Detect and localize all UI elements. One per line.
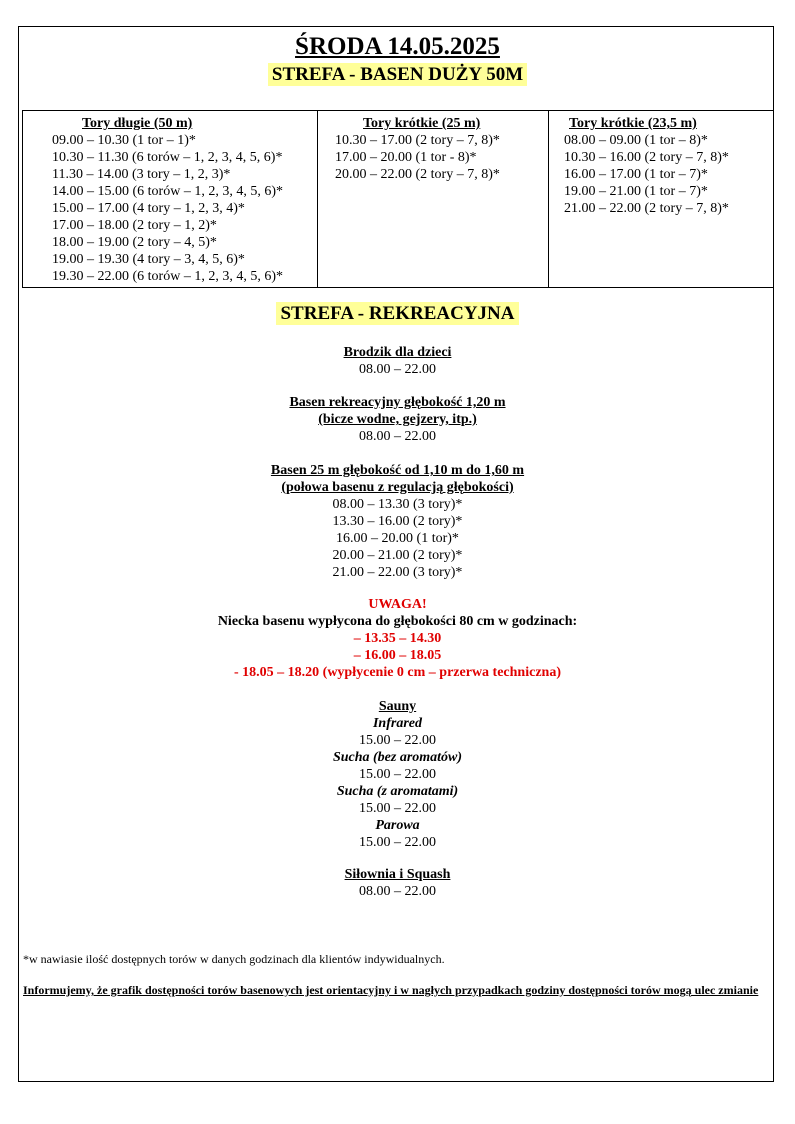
lanes-table bbox=[22, 110, 774, 288]
gym-section bbox=[0, 866, 795, 900]
kids-pool-hours: 08.00 – 22.00 bbox=[359, 362, 436, 377]
gym-title: Siłownia i Squash bbox=[344, 867, 451, 882]
lane-item: 08.00 – 09.00 (1 tor – 8)* bbox=[564, 133, 708, 148]
saunas-section bbox=[0, 698, 795, 851]
lane-item: 20.00 – 22.00 (2 tory – 7, 8)* bbox=[335, 167, 500, 182]
footnote: *w nawiasie ilość dostępnych torów w danych godzinach dla klientów indywidualnych. bbox=[23, 952, 445, 966]
zone-pool-heading bbox=[0, 63, 795, 87]
sauna-name: Sucha (bez aromatów) bbox=[332, 750, 463, 765]
notice-item: - 18.05 – 18.20 (wypłycenie 0 cm – przerwa techniczna) bbox=[234, 665, 561, 680]
lane-item: 19.00 – 21.00 (1 tor – 7)* bbox=[564, 184, 708, 199]
kids-pool-title: Brodzik dla dzieci bbox=[343, 345, 452, 360]
sauna-hours: 15.00 – 22.00 bbox=[359, 733, 436, 748]
lanes-short25-column bbox=[317, 111, 548, 287]
lane-item: 10.30 – 11.30 (6 torów – 1, 2, 3, 4, 5, 6)* bbox=[52, 150, 283, 165]
lane-item: 11.30 – 14.00 (3 tory – 1, 2, 3)* bbox=[52, 167, 231, 182]
lanes-short25-title: Tory krótkie (25 m) bbox=[363, 116, 481, 131]
lane-item: 19.30 – 22.00 (6 torów – 1, 2, 3, 4, 5, 6)* bbox=[52, 269, 283, 284]
lane-item: 19.00 – 19.30 (4 tory – 3, 4, 5, 6)* bbox=[52, 252, 245, 267]
saunas-title: Sauny bbox=[378, 699, 417, 714]
rec-pool-title: Basen rekreacyjny głębokość 1,20 m bbox=[289, 395, 506, 410]
sauna-hours: 15.00 – 22.00 bbox=[359, 801, 436, 816]
lane-item: 17.00 – 18.00 (2 tory – 1, 2)* bbox=[52, 218, 217, 233]
notice-item: – 16.00 – 18.05 bbox=[353, 648, 442, 663]
lane-item: 16.00 – 17.00 (1 tor – 7)* bbox=[564, 167, 708, 182]
sauna-name: Sucha (z aromatami) bbox=[336, 784, 459, 799]
notice-item: – 13.35 – 14.30 bbox=[353, 631, 442, 646]
notice-section bbox=[0, 596, 795, 681]
pool25-hours-item: 16.00 – 20.00 (1 tor)* bbox=[336, 531, 459, 546]
sauna-name: Parowa bbox=[375, 818, 420, 833]
page-title: ŚRODA 14.05.2025 bbox=[295, 33, 500, 60]
zone-recreation-heading bbox=[0, 302, 795, 326]
lanes-short235-title: Tory krótkie (23,5 m) bbox=[569, 116, 697, 131]
pool25-section bbox=[0, 462, 795, 581]
sauna-name: Infrared bbox=[372, 716, 422, 731]
rec-pool-hours: 08.00 – 22.00 bbox=[359, 429, 436, 444]
lanes-long-column bbox=[23, 111, 317, 287]
zone-recreation-label: STREFA - REKREACYJNA bbox=[276, 302, 518, 325]
lane-item: 10.30 – 16.00 (2 tory – 7, 8)* bbox=[564, 150, 729, 165]
gym-hours: 08.00 – 22.00 bbox=[359, 884, 436, 899]
pool25-hours-item: 08.00 – 13.30 (3 tory)* bbox=[332, 497, 463, 512]
pool25-hours-item: 13.30 – 16.00 (2 tory)* bbox=[332, 514, 463, 529]
sauna-hours: 15.00 – 22.00 bbox=[359, 767, 436, 782]
lane-item: 18.00 – 19.00 (2 tory – 4, 5)* bbox=[52, 235, 217, 250]
notice-title: UWAGA! bbox=[368, 597, 427, 612]
pool25-hours-item: 20.00 – 21.00 (2 tory)* bbox=[332, 548, 463, 563]
rec-pool-subtitle: (bicze wodne, gejzery, itp.) bbox=[318, 412, 477, 427]
pool25-title: Basen 25 m głębokość od 1,10 m do 1,60 m bbox=[270, 463, 525, 478]
kids-pool-section bbox=[0, 344, 795, 378]
info-notice: Informujemy, że grafik dostępności torów basenowych jest orientacyjny i w nagłych przypadkach godziny dostępności torów mogą ulec zmianie bbox=[23, 983, 759, 997]
lane-item: 09.00 – 10.30 (1 tor – 1)* bbox=[52, 133, 196, 148]
sauna-hours: 15.00 – 22.00 bbox=[359, 835, 436, 850]
lane-item: 10.30 – 17.00 (2 tory – 7, 8)* bbox=[335, 133, 500, 148]
notice-text: Niecka basenu wypłycona do głębokości 80 cm w godzinach: bbox=[217, 614, 578, 629]
pool25-subtitle: (połowa basenu z regulacją głębokości) bbox=[281, 480, 514, 495]
lane-item: 14.00 – 15.00 (6 torów – 1, 2, 3, 4, 5, 6)* bbox=[52, 184, 283, 199]
zone-pool-label: STREFA - BASEN DUŻY 50M bbox=[268, 63, 527, 86]
rec-pool-section bbox=[0, 394, 795, 445]
lane-item: 21.00 – 22.00 (2 tory – 7, 8)* bbox=[564, 201, 729, 216]
lanes-long-title: Tory długie (50 m) bbox=[82, 116, 193, 131]
lane-item: 15.00 – 17.00 (4 tory – 1, 2, 3, 4)* bbox=[52, 201, 245, 216]
lane-item: 17.00 – 20.00 (1 tor - 8)* bbox=[335, 150, 477, 165]
lanes-short235-column bbox=[548, 111, 773, 287]
pool25-hours-item: 21.00 – 22.00 (3 tory)* bbox=[332, 565, 463, 580]
